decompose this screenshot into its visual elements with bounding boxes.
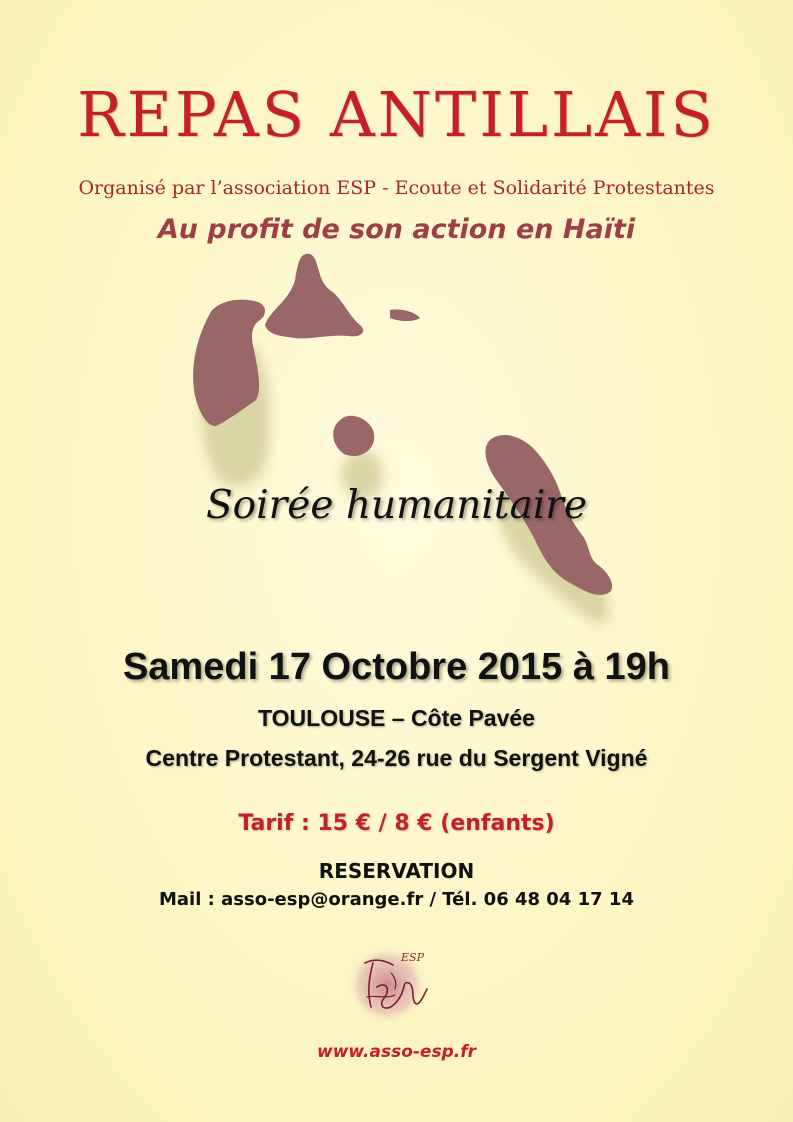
event-price: Tarif : 15 € / 8 € (enfants) (238, 811, 555, 836)
reservation-contact: Mail : asso-esp@orange.fr / Tél. 06 48 04 17 14 (159, 889, 634, 910)
guadeloupe-island-shape (193, 254, 420, 426)
event-date: Samedi 17 Octobre 2015 à 19h (122, 646, 671, 688)
event-tagline: Soirée humanitaire (205, 483, 588, 528)
poster-title: REPAS ANTILLAIS (77, 78, 716, 151)
website-link[interactable]: www.asso-esp.fr (317, 1042, 476, 1062)
small-island-shape (333, 416, 374, 456)
logo-text: ESP (401, 951, 424, 964)
event-address: Centre Protestant, 24-26 rue du Sergent Vigné (145, 745, 648, 771)
event-city: TOULOUSE – Côte Pavée (258, 705, 535, 731)
esp-logo (343, 937, 439, 1025)
reservation-heading: RESERVATION (318, 859, 475, 883)
organizer-line: Organisé par l’association ESP - Ecoute et Solidarité Protestantes (78, 177, 715, 199)
purpose-line: Au profit de son action en Haïti (157, 214, 636, 245)
antilles-map-illustration (170, 240, 630, 660)
